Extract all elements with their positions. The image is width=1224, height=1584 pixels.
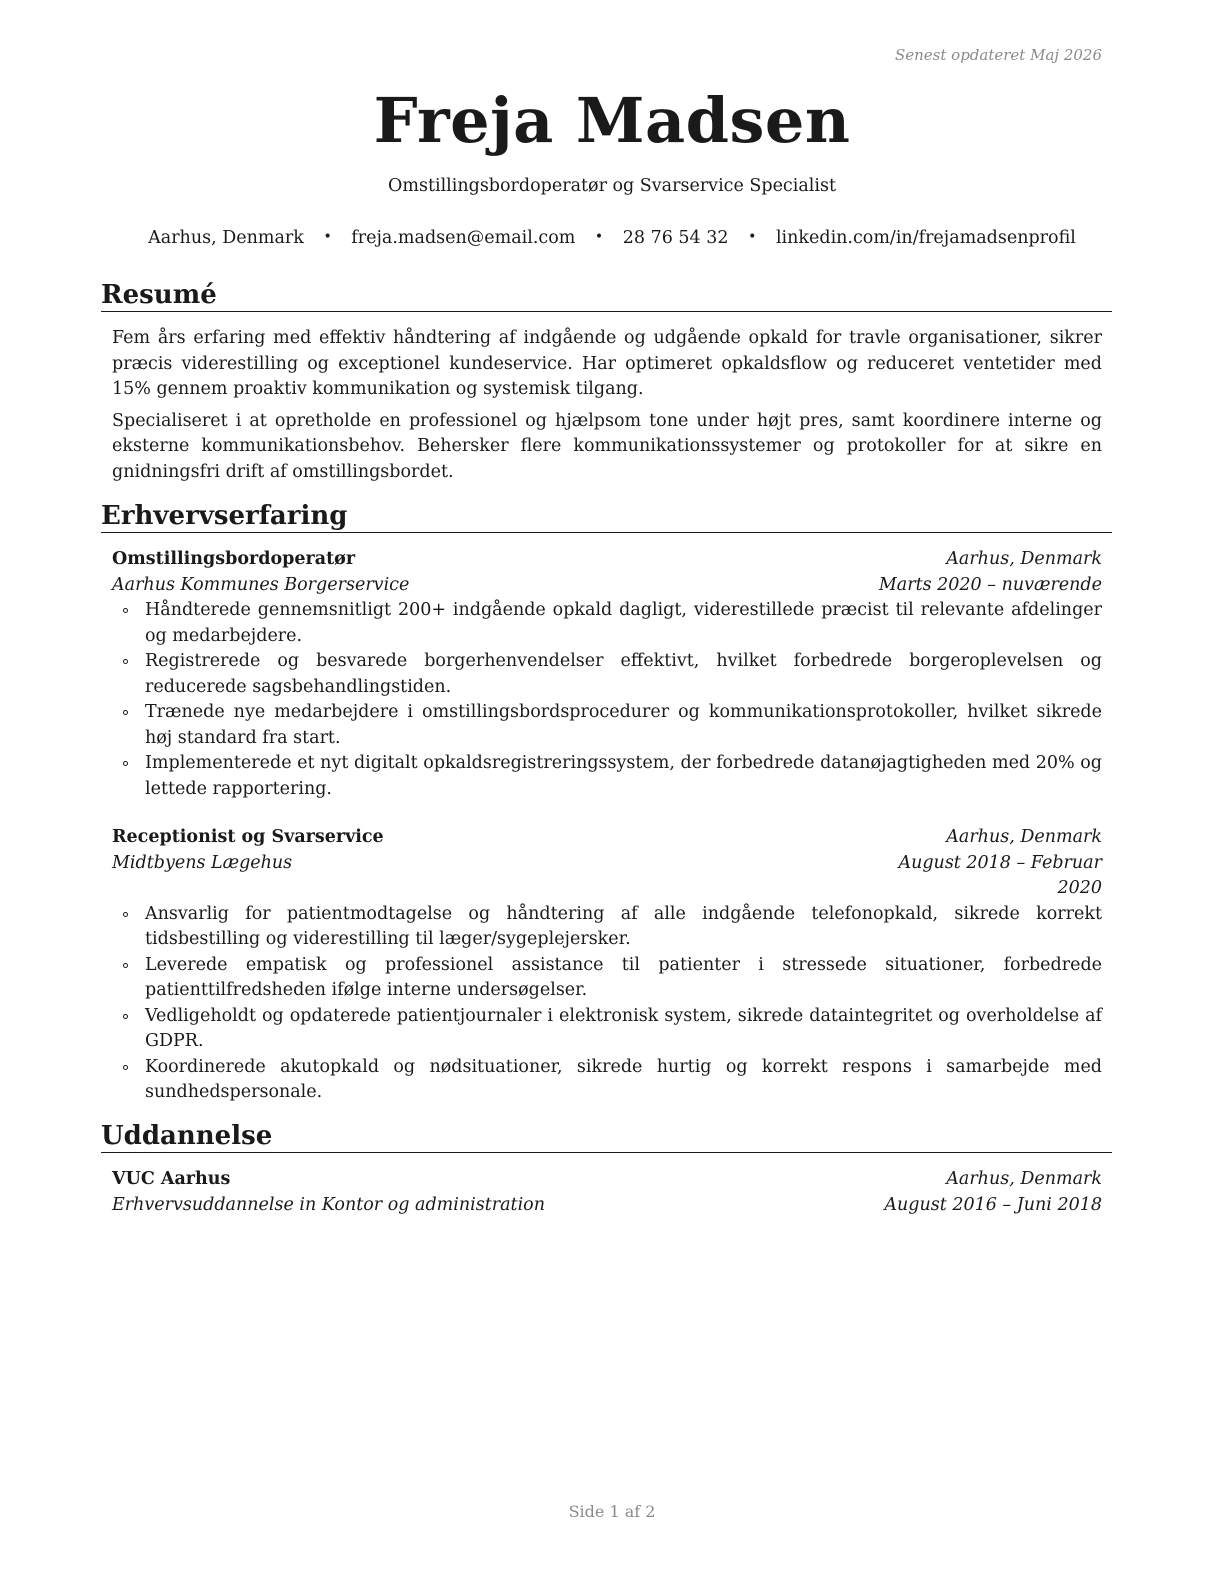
bullet-circle-icon <box>123 963 128 968</box>
job-location: Aarhus, Denmark <box>946 549 1102 569</box>
job-employer: Aarhus Kommunes Borgerservice <box>112 574 410 595</box>
job-entry <box>112 547 1102 802</box>
contact-location: Aarhus, Denmark <box>148 228 304 248</box>
job-dates: August 2018 – Februar 2020 <box>898 852 1102 898</box>
separator-dot: • <box>323 229 332 245</box>
bullet-text: Registrerede og besvarede borgerhenvendelser effektivt, hvilket forbedrede borgeroplevelsen og reducerede sagsbehandlingstiden. <box>145 651 1102 697</box>
bullet-circle-icon <box>123 1065 128 1070</box>
separator-dot: • <box>748 229 757 245</box>
bullet-circle-icon <box>123 912 128 917</box>
job-bullet-list <box>112 598 1102 802</box>
list-item <box>112 1004 1102 1055</box>
job-entry <box>112 825 1102 1106</box>
list-item <box>112 700 1102 751</box>
job-title: Omstillingsbordoperatør <box>112 549 356 569</box>
education-degree: Erhvervsuddannelse in Kontor og administration <box>112 1194 545 1215</box>
bullet-text: Implementerede et nyt digitalt opkaldsregistreringssystem, der forbedrede datanøjagtigheden med 20% og lettede rapportering. <box>145 753 1102 799</box>
job-title: Receptionist og Svarservice <box>112 827 384 847</box>
bullet-circle-icon <box>123 659 128 664</box>
bullet-circle-icon <box>123 1014 128 1019</box>
section-heading-experience: Erhvervserfaring <box>101 501 1112 533</box>
contact-linkedin[interactable]: linkedin.com/in/frejamadsenprofil <box>775 228 1076 248</box>
list-item <box>112 1055 1102 1106</box>
job-employer: Midtbyens Lægehus <box>112 852 293 873</box>
job-location: Aarhus, Denmark <box>946 827 1102 847</box>
summary-section <box>112 326 1102 491</box>
separator-dot: • <box>594 229 604 245</box>
summary-paragraph: Specialiseret i at opretholde en professionel og hjælpsom tone under højt pres, samt koordinere interne og eksterne kommunikationsbehov. Behersker flere kommunikationssystemer og protokoller for at sikre en gnidningsfri drift af omstillingsbordet. <box>112 410 1102 482</box>
list-item <box>112 649 1102 700</box>
last-updated: Senest opdateret Maj 2026 <box>894 46 1102 64</box>
education-school: VUC Aarhus <box>112 1169 231 1189</box>
list-item <box>112 598 1102 649</box>
contact-email[interactable]: freja.madsen@email.com <box>351 228 576 248</box>
education-location: Aarhus, Denmark <box>946 1169 1102 1189</box>
bullet-text: Vedligeholdt og opdaterede patientjournaler i elektronisk system, sikrede dataintegritet og overholdelse af GDPR. <box>145 1005 1102 1051</box>
candidate-name: Freja Madsen <box>373 84 851 157</box>
candidate-subtitle: Omstillingsbordoperatør og Svarservice Specialist <box>388 176 836 196</box>
bullet-text: Håndterede gennemsnitligt 200+ indgående opkald dagligt, viderestillede præcist til relevante afdelinger og medarbejdere. <box>145 600 1102 646</box>
bullet-text: Leverede empatisk og professionel assistance til patienter i stressede situationer, forbedrede patienttilfredsheden ifølge interne undersøgelser. <box>145 954 1102 1000</box>
bullet-circle-icon <box>123 761 128 766</box>
job-bullet-list <box>112 902 1102 1106</box>
contact-line <box>0 228 1224 248</box>
bullet-circle-icon <box>123 608 128 613</box>
education-dates: August 2016 – Juni 2018 <box>884 1194 1102 1215</box>
list-item <box>112 902 1102 953</box>
section-heading-education: Uddannelse <box>101 1121 1112 1153</box>
page-number: Side 1 af 2 <box>568 1502 656 1521</box>
list-item <box>112 953 1102 1004</box>
section-heading-summary: Resumé <box>101 280 1112 312</box>
list-item <box>112 751 1102 802</box>
job-dates: Marts 2020 – nuværende <box>878 574 1102 595</box>
education-entry <box>112 1167 1102 1218</box>
bullet-text: Trænede nye medarbejdere i omstillingsbordsprocedurer og kommunikationsprotokoller, hvilket sikrede høj standard fra start. <box>145 702 1102 748</box>
bullet-circle-icon <box>123 710 128 715</box>
bullet-text: Koordinerede akutopkald og nødsituationer, sikrede hurtig og korrekt respons i samarbejde med sundhedspersonale. <box>145 1056 1102 1102</box>
summary-paragraph: Fem års erfaring med effektiv håndtering af indgående og udgående opkald for travle organisationer, sikrer præcis viderestilling og exceptionel kundeservice. Har optimeret opkaldsflow og reduceret ventetider med 15% gennem proaktiv kommunikation og systemisk tilgang. <box>112 328 1102 399</box>
bullet-text: Ansvarlig for patientmodtagelse og håndtering af alle indgående telefonopkald, sikrede korrekt tidsbestilling og viderestilling til læger/sygeplejersker. <box>145 903 1102 949</box>
contact-phone[interactable]: 28 76 54 32 <box>622 228 729 248</box>
